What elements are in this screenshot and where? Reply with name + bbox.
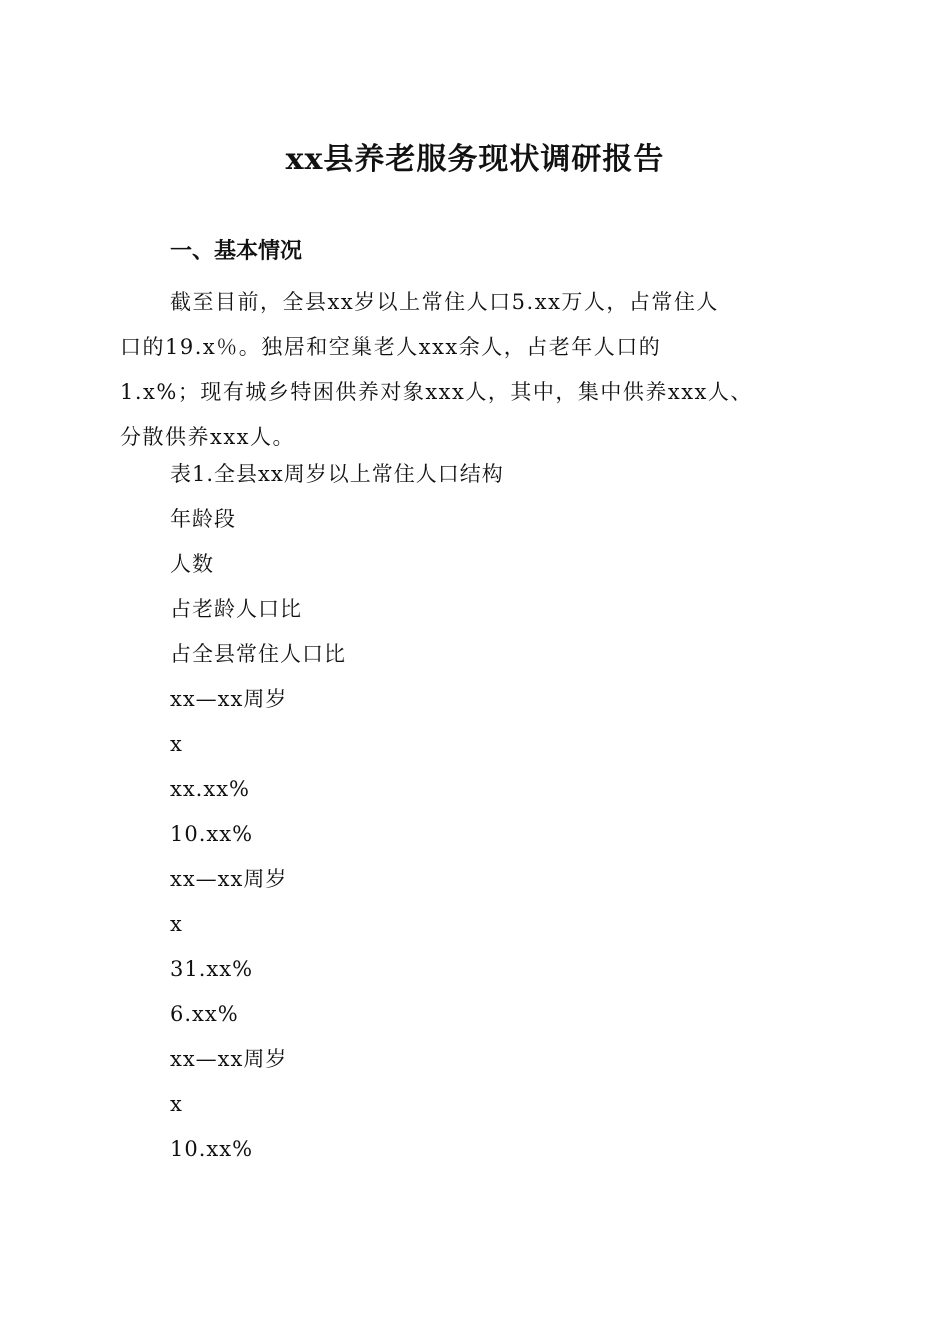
section-heading: 一、基本情况 — [170, 239, 303, 264]
paragraph-line: 分散供养xxx人。 — [120, 425, 296, 449]
table-cell: 6.xx% — [170, 1002, 239, 1026]
paragraph-line: 1.x%；现有城乡特困供养对象xxx人，其中，集中供养xxx人、 — [120, 380, 753, 404]
table-cell: xx.xx% — [170, 777, 251, 801]
table-cell: 10.xx% — [170, 1137, 254, 1161]
table-cell: x — [170, 1092, 183, 1116]
table-cell: xx—xx周岁 — [170, 1047, 288, 1071]
table-header-elderly-ratio: 占老龄人口比 — [170, 597, 302, 621]
table-as-lines — [170, 497, 346, 1172]
paragraph-line: 口的19.x％。独居和空巢老人xxx余人，占老年人口的 — [120, 335, 662, 359]
body-paragraph — [120, 280, 832, 460]
table-header-count: 人数 — [170, 552, 214, 576]
table-header-age-group: 年龄段 — [170, 507, 236, 531]
table-cell: xx—xx周岁 — [170, 867, 288, 891]
table-cell: x — [170, 912, 183, 936]
table-cell: 31.xx% — [170, 957, 254, 981]
document-title: xx县养老服务现状调研报告 — [285, 142, 665, 177]
table-cell: 10.xx% — [170, 822, 254, 846]
table-caption: 表1.全县xx周岁以上常住人口结构 — [170, 462, 504, 486]
table-cell: xx—xx周岁 — [170, 687, 288, 711]
table-header-county-ratio: 占全县常住人口比 — [170, 642, 346, 666]
paragraph-line: 截至目前，全县xx岁以上常住人口5.xx万人，占常住人 — [170, 290, 719, 314]
table-cell: x — [170, 732, 183, 756]
